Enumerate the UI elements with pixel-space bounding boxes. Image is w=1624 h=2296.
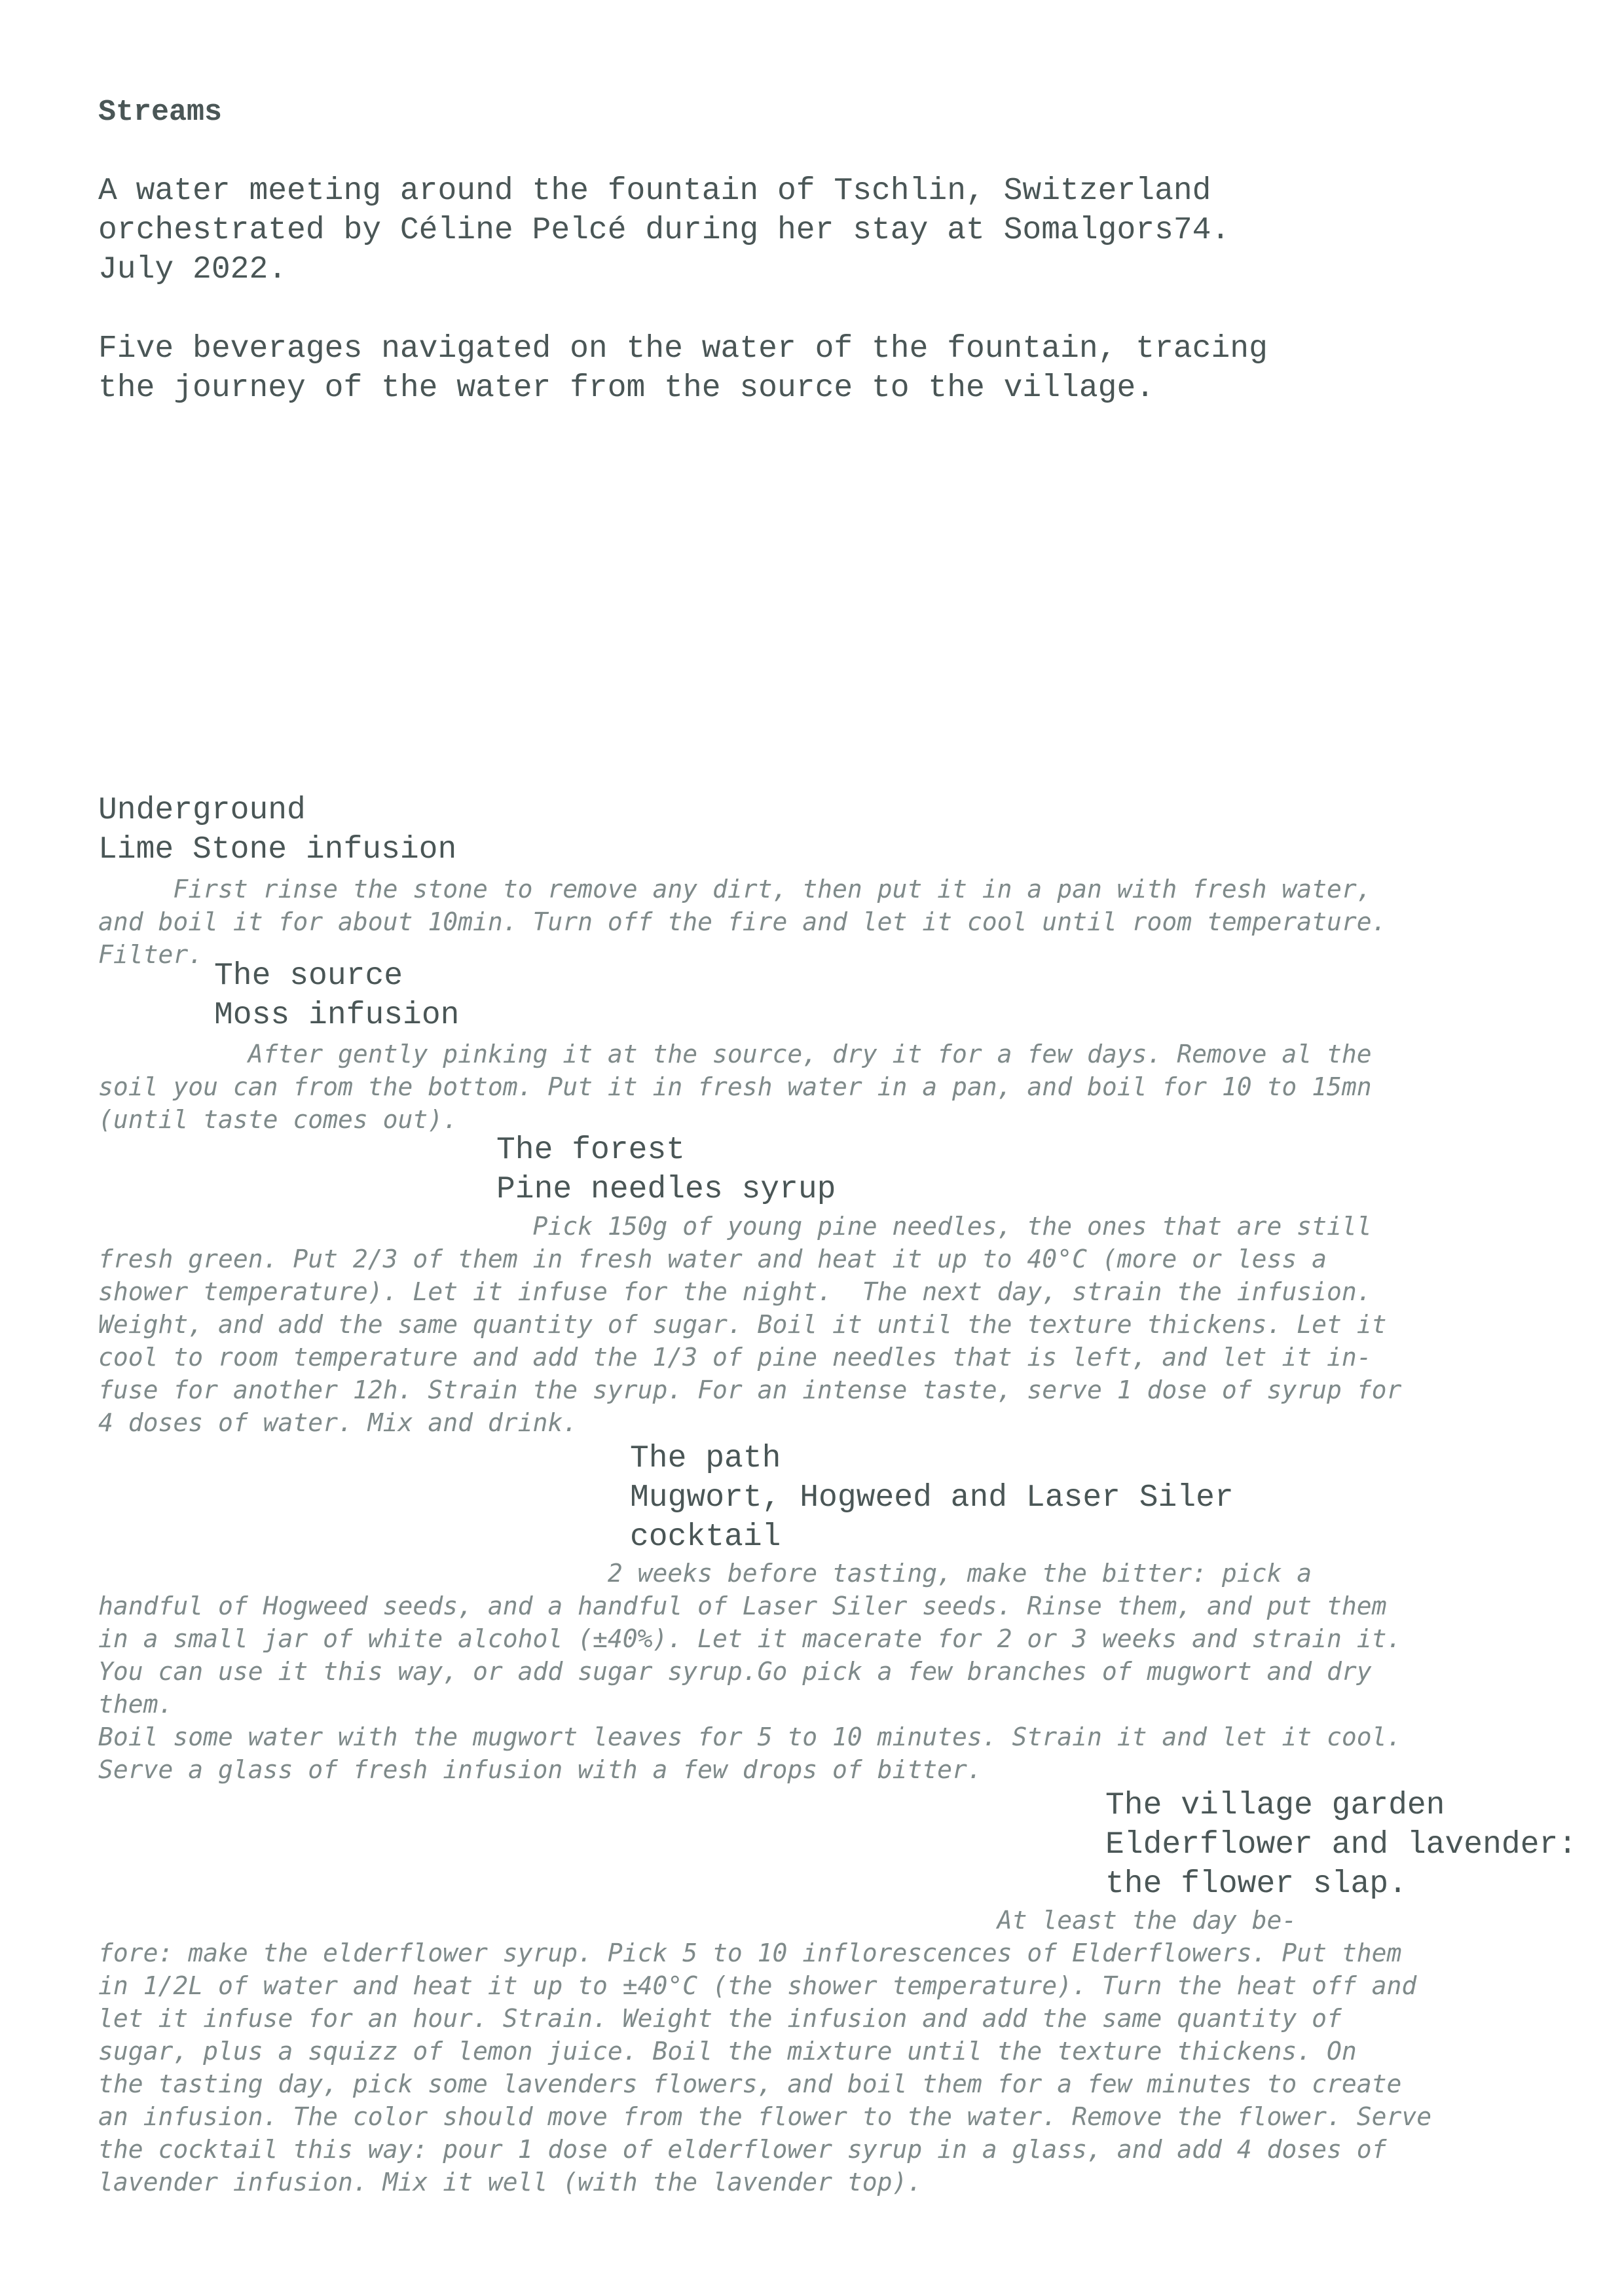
recipe-text-underground: First rinse the stone to remove any dirt, then put it in a pan with fresh water, and boil it for about 10min. Turn off the fire and let it cool until room temperature. Filter. xyxy=(98,875,1387,969)
intro-paragraph: A water meeting around the fountain of Tschlin, Switzerland orchestrated by Céline Pelcé during her stay at Somalgors74. July 2022. xyxy=(98,173,1230,287)
recipe-text-village-garden: At least the day be- fore: make the elderflower syrup. Pick 5 to 10 inflorescences of Elderflowers. Put them in 1/2L of water and heat it up to ±40°C (the shower temperature). Turn the heat off and let it infuse for an hour. Strain. Weight the infusion and add the same quantity of sugar, plus a squizz of lemon juice. Boil the mixture until the texture thickens. On the tasting day, pick some lavenders flowers, and boil them for a few minutes to create an infusion. The color should move from the flower to the water. Remove the flower. Serve the cocktail this way: pour 1 dose of elderflower syrup in a glass, and add 4 doses of lavender infusion. Mix it well (with the lavender top). xyxy=(98,1906,1432,2196)
recipe-text-path: 2 weeks before tasting, make the bitter: pick a handful of Hogweed seeds, and a handful of Laser Siler seeds. Rinse them, and put them in a small jar of white alcohol (±40%). Let it macerate for 2 or 3 weeks and strain it. You can use it this way, or add sugar syrup.Go pick a few branches of mugwort and dry them. Boil some water with the mugwort leaves for 5 to 10 minutes. Strain it and let it cool. Serve a glass of fresh infusion with a few drops of bitter. xyxy=(98,1559,1402,1784)
section-heading-path: The path Mugwort, Hogweed and Laser Siler cocktail xyxy=(630,1441,1234,1555)
section-heading-village-garden: The village garden Elderflower and lavender: the flower slap. xyxy=(1105,1788,1578,1902)
recipe-text-forest: Pick 150g of young pine needles, the ones that are still fresh green. Put 2/3 of them in fresh water and heat it up to 40°C (more or less a shower temperature). Let it infuse for the night. The next day, strain the infusion. Weight, and add the same quantity of sugar. Boil it until the texture thickens. Let it cool to room temperature and add the 1/3 of pine needles that is left, and let it in- fuse for another 12h. Strain the syrup. For an intense taste, serve 1 dose of syrup for 4 doses of water. Mix and drink. xyxy=(98,1212,1402,1437)
document-title: Streams xyxy=(98,96,223,129)
intro-summary: Five beverages navigated on the water of the fountain, tracing the journey of the water from the source to the village. xyxy=(98,331,1268,406)
recipe-text-source: After gently pinking it at the source, dry it for a few days. Remove al the soil you can from the bottom. Put it in fresh water in a pan, and boil for 10 to 15mn (until taste comes out). xyxy=(98,1040,1372,1134)
section-heading-underground: Underground Lime Stone infusion xyxy=(98,793,457,867)
section-heading-source: The source Moss infusion xyxy=(214,958,460,1033)
section-heading-forest: The forest Pine needles syrup xyxy=(496,1133,836,1207)
